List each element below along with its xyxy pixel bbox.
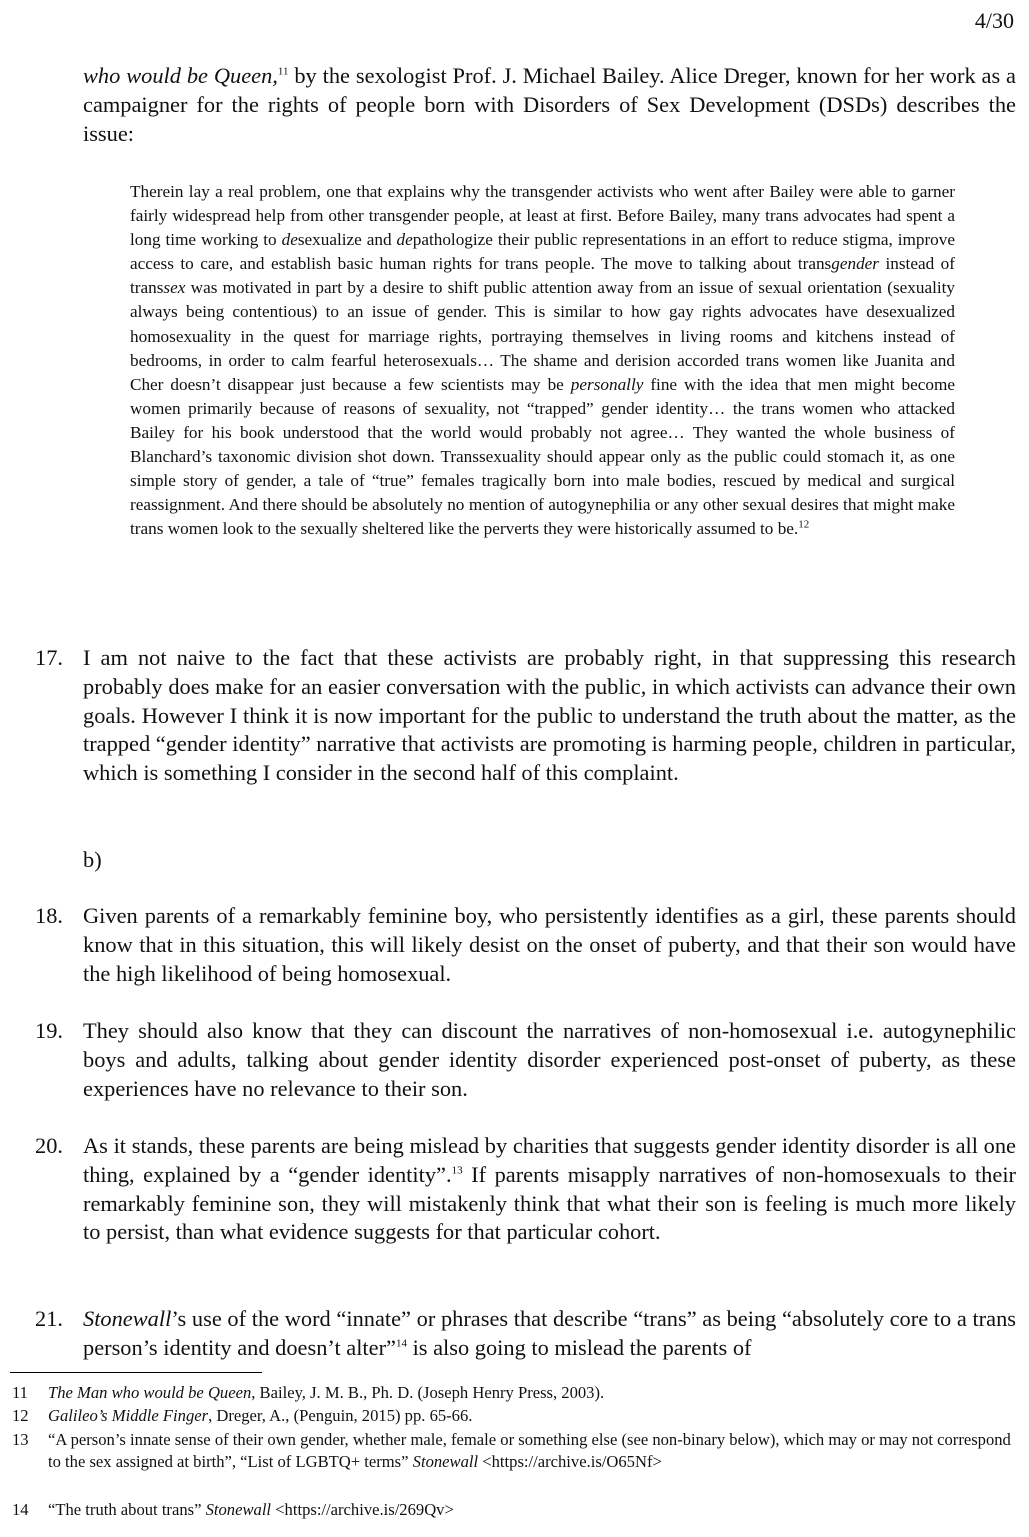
paragraph-number: 18.: [35, 903, 63, 928]
paragraph-text: is also going to mislead the parents of: [406, 1334, 752, 1360]
footnote-link: <https://archive.is/269Qv>: [271, 1500, 454, 1519]
quote-text: fine with the idea that men might become women primarily because of reasons of sexuality, not “trapped” gender identity… the trans women who attacked Bailey for his book understood that the world would probably not agree… They wanted the whole business of Blanchard’s taxonomic division shot down. Transsexuality should appear only as the public could stomach it, as one simple story of gender, a tale of “true” females tragically born into male bodies, rescued by medical and surgical reassignment. And there should be absolutely no mention of autogynephilia or any other sexual desires that might make trans women look to the sexually sheltered like the perverts they were historically assumed to be.: [130, 374, 956, 539]
footnote-ref: 11: [277, 65, 289, 78]
page-number: 4/30: [974, 8, 1014, 33]
footnote-link: <https://archive.is/O65Nf>: [478, 1452, 662, 1472]
intro-text: by the sexologist Prof. J. Michael Bailey. Alice Dreger, known for her work as a campaigner for the rights of people born with Disorders of Sex Development (DSDs) describes the issue:: [83, 63, 1016, 146]
footnote-text: [48, 1429, 1018, 1474]
footnote-body: “A person’s innate sense of their own gender, whether male, female or something else (see non-binary below), which may or may not correspond to the sex assigned at birth”, “List of LGBTQ+ terms”: [48, 1430, 1011, 1472]
section-label: b): [83, 847, 102, 872]
quote-emphasis: de: [281, 230, 298, 250]
footnote-11: [12, 1382, 1018, 1404]
footnote-title: Galileo’s Middle Finger: [48, 1406, 209, 1425]
quote-emphasis: sex: [163, 278, 186, 298]
paragraph-text: ’s use of the word “innate” or phrases that describe “trans” as being “absolutely core to a trans person’s identity and doesn’t alter”: [83, 1306, 1016, 1360]
footnote-ref: 12: [798, 518, 810, 531]
quote-text: instead of trans: [130, 254, 955, 298]
footnote-body: , Dreger, A., (Penguin, 2015) pp. 65-66.: [208, 1406, 473, 1425]
paragraph-17: I am not naive to the fact that these activists are probably right, in that suppressing this research probably does make for an easier conversation with the public, in which activists can advance their own goals. However I think it is now important for the public to understand the truth about the matter, as the trapped “gender identity” narrative that activists are promoting is harming people, children in particular, which is something I consider in the second half of this complaint.: [83, 645, 1016, 786]
quote-emphasis: de: [396, 230, 413, 250]
intro-paragraph: [83, 62, 1016, 148]
footnote-title: Stonewall: [205, 1500, 272, 1519]
paragraph-text: As it stands, these parents are being mislead by charities that suggests gender identity disorder is all one thing, explained by a “gender identity”.: [83, 1133, 1016, 1187]
footnote-14: [12, 1499, 1018, 1521]
quote-text: pathologize their public representations in an effort to reduce stigma, improve access to care, and establish basic human rights for trans people. The move to talking about trans: [130, 230, 955, 274]
quote-text: was motivated in part by a desire to shift public attention away from an issue of sexual orientation (sexuality always being contentious) to an issue of gender. This is similar to how gay rights advocates have desexualized homosexuality in the quest for marriage rights, portraying themselves in living rooms and kitchens instead of bedrooms, in order to calm fearful heterosexuals… The shame and derision accorded trans women like Juanita and Cher doesn’t disappear just because a few scientists may be: [130, 278, 955, 394]
footnote-title: Stonewall: [412, 1452, 479, 1472]
footnote-ref: 14: [395, 1337, 407, 1350]
block-quote: [130, 180, 955, 541]
paragraph-18: Given parents of a remarkably feminine boy, who persistently identifies as a girl, these parents should know that in this situation, this will likely desist on the onset of puberty, and that their son would have the high likelihood of being homosexual.: [83, 903, 1016, 986]
paragraph-number: 17.: [35, 645, 63, 670]
footnote-text: [48, 1499, 1018, 1521]
footnote-text: [48, 1382, 1018, 1404]
footnote-number: 12: [12, 1406, 29, 1425]
footnote-title: The Man who would be Queen: [48, 1383, 252, 1402]
paragraph-number: 21.: [35, 1306, 63, 1331]
footnote-text: [48, 1405, 1018, 1427]
paragraph-number: 20.: [35, 1133, 63, 1158]
quote-emphasis: gender: [831, 254, 879, 274]
footnote-number: 11: [12, 1383, 28, 1402]
footnote-number: 14: [12, 1500, 29, 1519]
footnote-number: 13: [12, 1430, 29, 1449]
quote-emphasis: personally: [570, 374, 644, 394]
quote-text: sexualize and: [297, 230, 397, 250]
quote-text: Therein lay a real problem, one that explains why the transgender activists who went after Bailey were able to garner fairly widespread help from other transgender people, at least at first. Before Bailey, many trans advocates had spent a long time working to: [130, 182, 955, 250]
paragraph-text: If parents misapply narratives of non-homosexuals to their remarkably feminine son, they will mistakenly think that what their son is feeling is much more likely to persist, than what evidence suggests for that particular cohort.: [83, 1161, 1016, 1245]
footnote-13: [12, 1429, 1018, 1472]
footnote-ref: 13: [451, 1164, 463, 1177]
footnote-body: “The truth about trans”: [48, 1500, 206, 1519]
paragraph-21: [83, 1305, 1016, 1363]
footnote-body: , Bailey, J. M. B., Ph. D. (Joseph Henry Press, 2003).: [251, 1383, 605, 1402]
paragraph-20: [83, 1132, 1016, 1247]
paragraph-19: They should also know that they can discount the narratives of non-homosexual i.e. autogynephilic boys and adults, talking about gender identity disorder experienced post-onset of puberty, as these experiences have no relevance to their son.: [83, 1018, 1016, 1101]
footnote-divider: [10, 1372, 262, 1373]
paragraph-number: 19.: [35, 1018, 63, 1043]
organization-name: Stonewall: [83, 1306, 172, 1331]
book-title: who would be Queen,: [83, 63, 278, 88]
footnote-12: [12, 1405, 1018, 1427]
